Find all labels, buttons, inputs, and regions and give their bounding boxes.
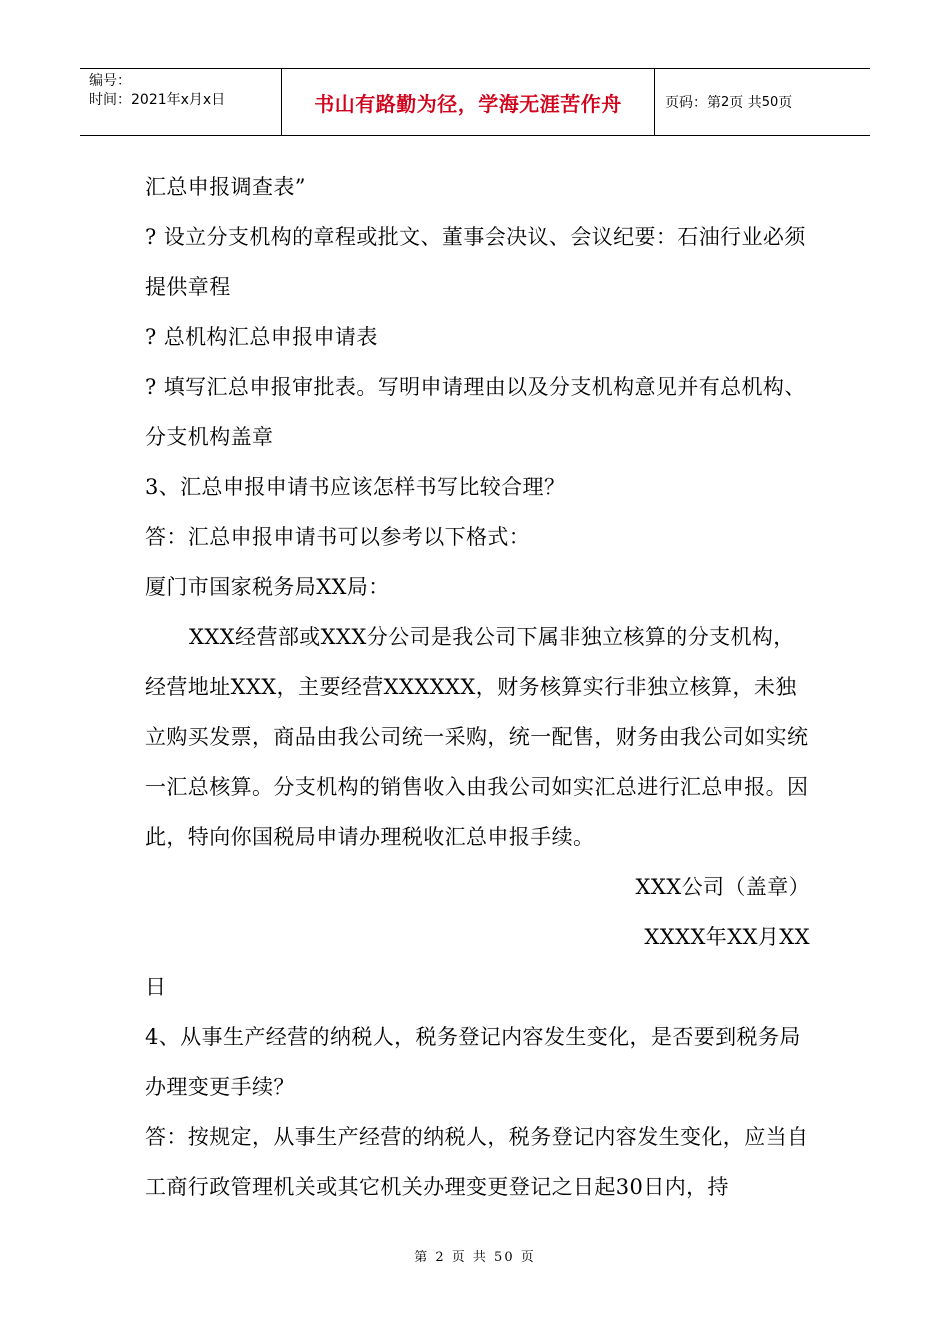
question-heading: 4、从事生产经营的纳税人，税务登记内容发生变化，是否要到税务局办理变更手续？: [145, 1025, 801, 1099]
time-label: 时间：2021年x月x日: [89, 92, 226, 108]
page-header: [80, 68, 870, 136]
header-meta: [80, 69, 282, 135]
serial-label: 编号：: [89, 73, 131, 89]
letter-body: XXX经营部或XXX分公司是我公司下属非独立核算的分支机构，经营地址XXX，主要经营XXXXXX，财务核算实行非独立核算，未独立购买发票，商品由我公司统一采购，统一配售，财务由我公司如实统一汇总核算。分支机构的销售收入由我公司如实汇总进行汇总申报。因此，特向你国税局申请办理税收汇总申报手续。: [145, 625, 809, 849]
page-total: 50: [761, 94, 779, 110]
letter-date: XXXX年XX月XX: [644, 925, 810, 949]
bullet-item: ? 总机构汇总申报申请表: [145, 325, 378, 349]
question-heading: 3、汇总申报申请书应该怎样书写比较合理？: [145, 475, 566, 499]
page-footer: 第 2 页 共 50 页: [414, 1250, 536, 1265]
answer-paragraph: 答：按规定，从事生产经营的纳税人，税务登记内容发生变化，应当自工商行政管理机关或其它机关办理变更登记之日起30日内，持: [145, 1125, 809, 1199]
letter-date-wrap: 日: [145, 975, 167, 999]
document-body: [145, 162, 810, 1212]
page-suffix: 页: [778, 95, 793, 111]
page-mid: 页 共: [729, 95, 762, 111]
bullet-item: ? 填写汇总申报审批表。写明申请理由以及分支机构意见并有总机构、分支机构盖章: [145, 375, 806, 449]
page-number: 2: [721, 94, 730, 110]
page-prefix: 页码：第: [665, 95, 721, 111]
bullet-item: ? 设立分支机构的章程或批文、董事会决议、会议纪要：石油行业必须提供章程: [145, 225, 806, 299]
answer-paragraph: 答：汇总申报申请书可以参考以下格式：: [145, 525, 531, 549]
paragraph: 汇总申报调查表”: [145, 175, 306, 199]
letter-signature: XXX公司（盖章）: [635, 875, 810, 899]
header-page-info: [655, 69, 870, 135]
letter-salutation: 厦门市国家税务局XX局：: [145, 575, 390, 599]
header-motto: 书山有路勤为径，学海无涯苦作舟: [282, 69, 655, 135]
